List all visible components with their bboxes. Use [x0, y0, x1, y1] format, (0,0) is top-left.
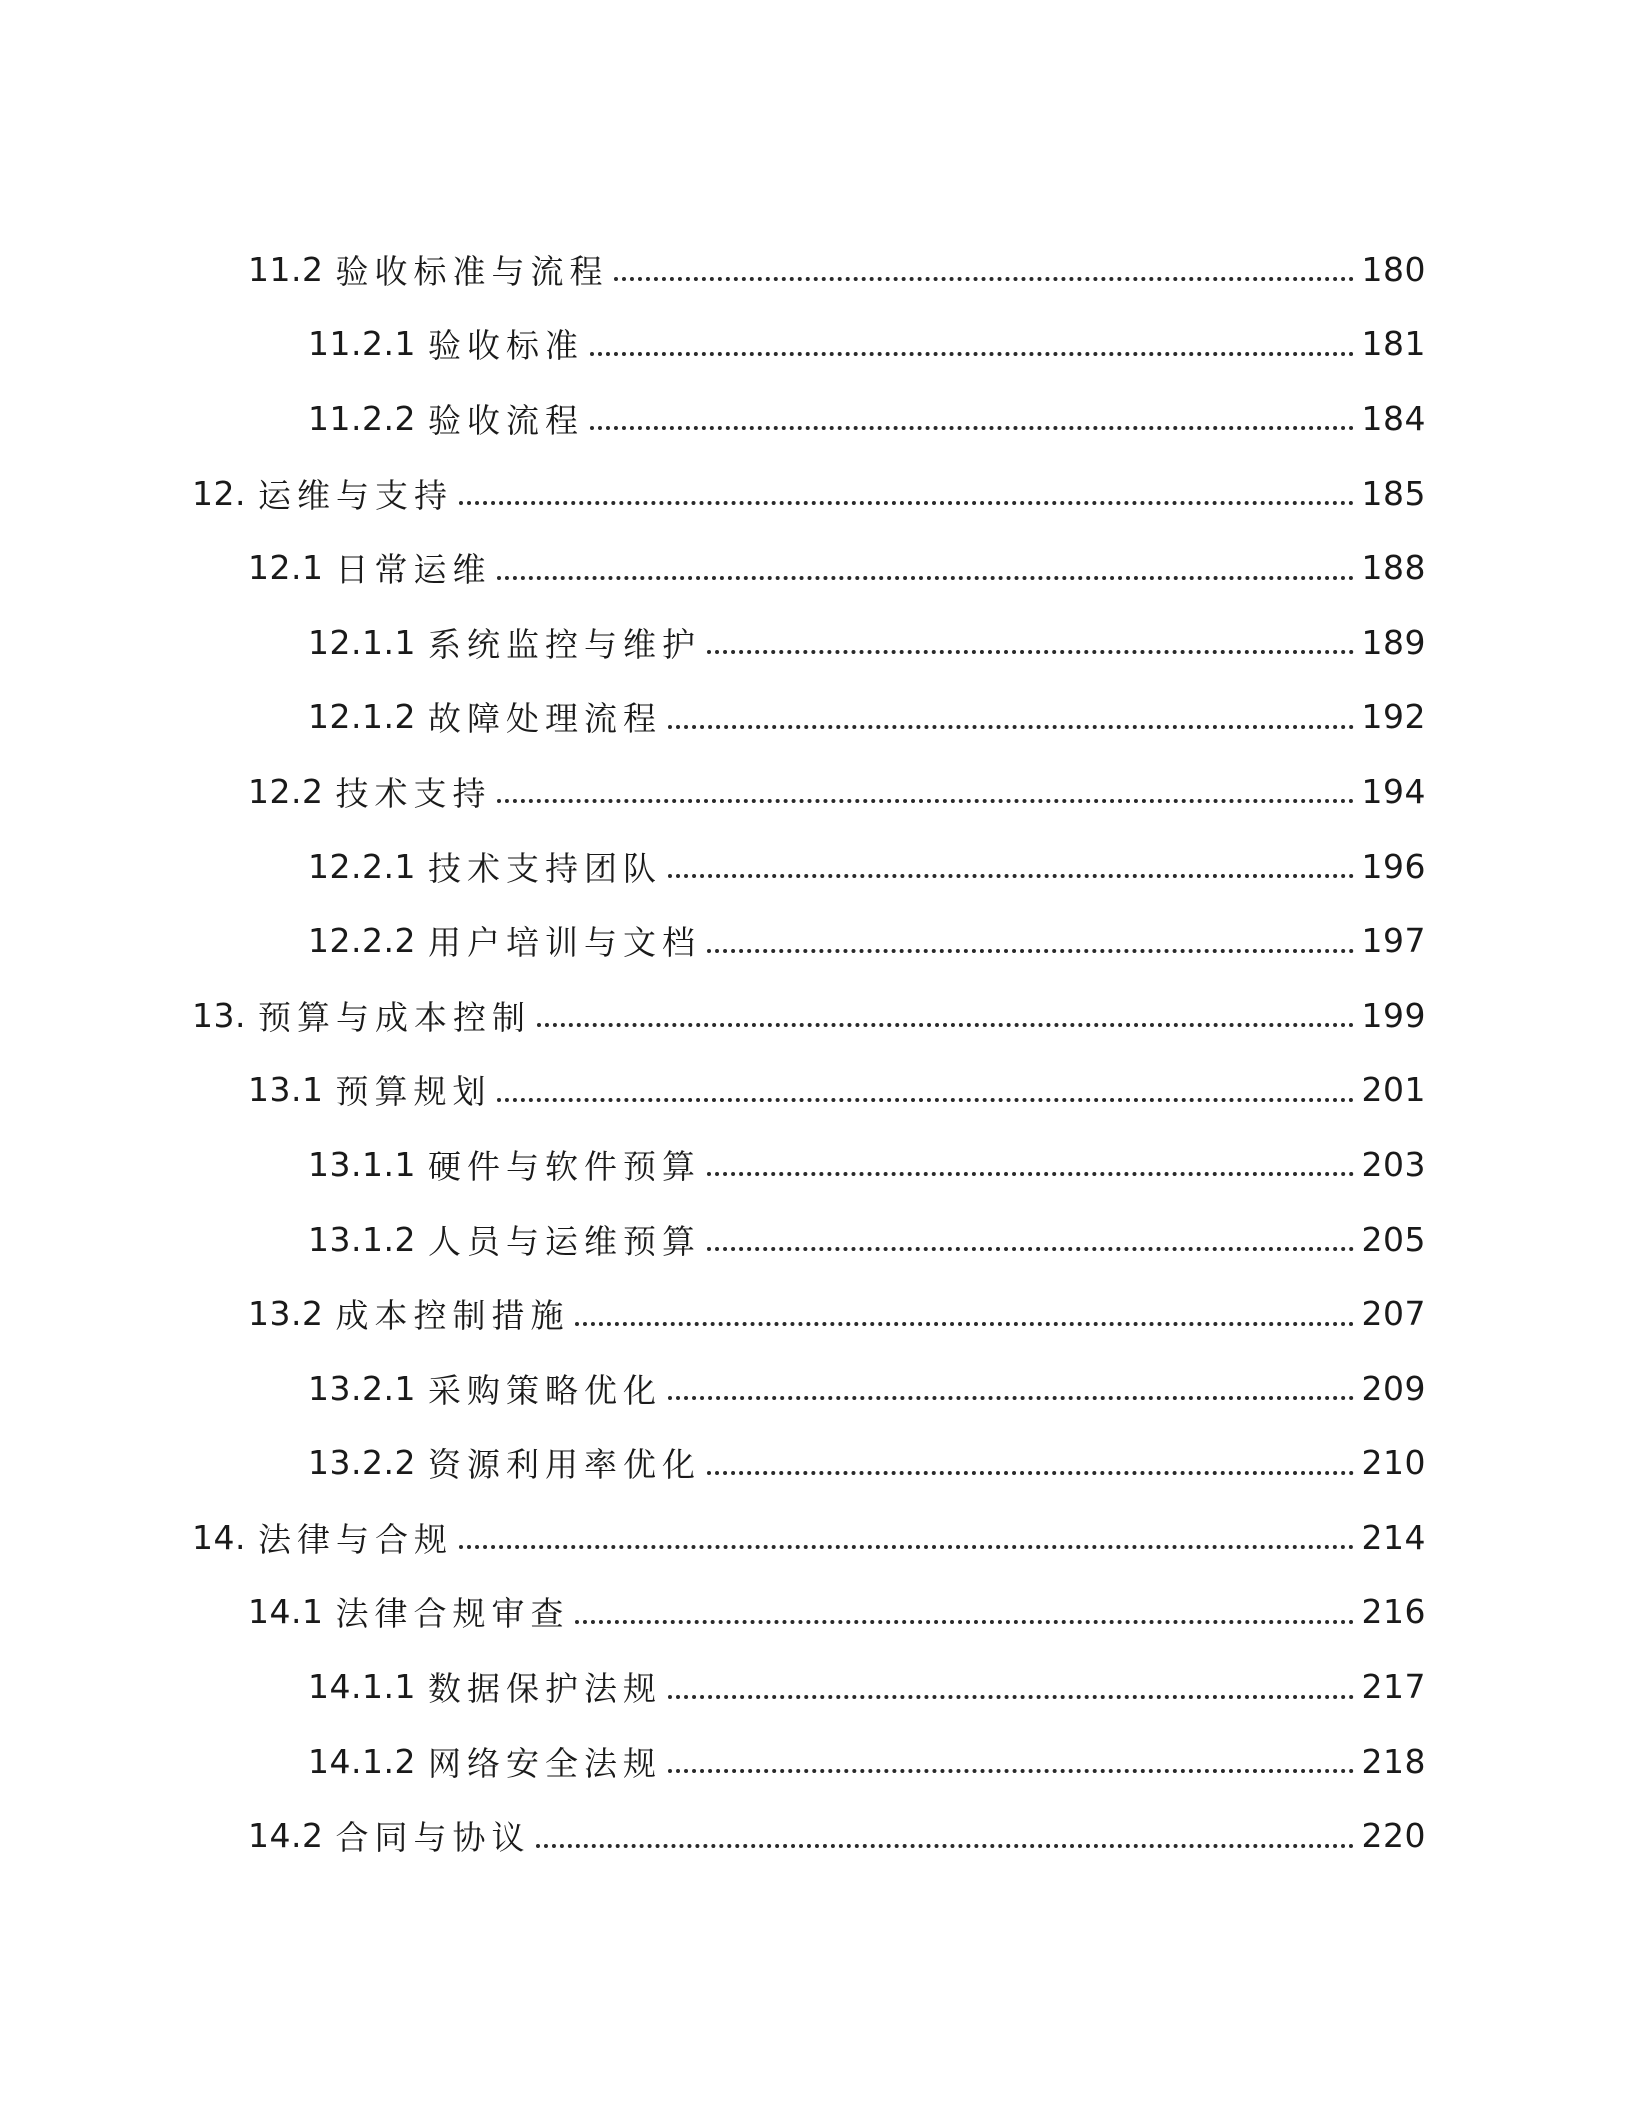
toc-entry-14-2[interactable] [0, 1798, 1632, 1873]
toc-dot-leader [668, 1396, 1354, 1400]
toc-entry-title: 数据保护法规 [427, 1669, 662, 1709]
toc-page-number: 181 [1361, 324, 1426, 364]
toc-entry-title: 验收标准 [427, 326, 584, 366]
toc-entry-number: 12.2 [248, 771, 324, 811]
toc-entry-title: 验收流程 [427, 400, 584, 440]
toc-page-number: 205 [1361, 1219, 1426, 1259]
toc-entry-12-1-2[interactable] [0, 680, 1632, 755]
toc-entry-title: 合同与协议 [335, 1818, 531, 1858]
toc-page-number: 188 [1361, 548, 1426, 588]
toc-page-number: 203 [1361, 1144, 1426, 1184]
toc-dot-leader [575, 1322, 1353, 1326]
toc-entry-number: 13.2 [248, 1294, 324, 1334]
toc-dot-leader [459, 1545, 1354, 1549]
toc-entry-number: 13.1.2 [308, 1219, 416, 1259]
toc-page-number: 185 [1361, 473, 1426, 513]
toc-entry-number: 12. [192, 473, 246, 513]
toc-entry-title: 预算规划 [335, 1072, 492, 1112]
toc-entry-14-1-1[interactable] [0, 1649, 1632, 1724]
toc-dot-leader [707, 650, 1354, 654]
toc-entry-11-2[interactable] [0, 232, 1632, 307]
toc-page-number: 199 [1361, 995, 1426, 1035]
toc-entry-12-2-1[interactable] [0, 829, 1632, 904]
toc-entry-13-1[interactable] [0, 1053, 1632, 1128]
toc-entry-number: 12.1.2 [308, 697, 416, 737]
toc-entry-title: 成本控制措施 [335, 1296, 570, 1336]
toc-entry-11-2-1[interactable] [0, 307, 1632, 382]
toc-entry-13-2-2[interactable] [0, 1426, 1632, 1501]
toc-entry-number: 13.2.2 [308, 1443, 416, 1483]
toc-entry-title: 资源利用率优化 [427, 1445, 701, 1485]
toc-entry-11-2-2[interactable] [0, 381, 1632, 456]
toc-entry-number: 14.1.2 [308, 1741, 416, 1781]
toc-entry-number: 11.2.2 [308, 398, 416, 438]
toc-entry-number: 11.2.1 [308, 324, 416, 364]
toc-entry-number: 13.1 [248, 1070, 324, 1110]
toc-entry-title: 人员与运维预算 [427, 1221, 701, 1261]
toc-page-number: 201 [1361, 1070, 1426, 1110]
toc-entry-title: 采购策略优化 [427, 1370, 662, 1410]
toc-dot-leader [668, 1769, 1354, 1773]
toc-entry-number: 14.2 [248, 1816, 324, 1856]
toc-entry-number: 13.2.1 [308, 1368, 416, 1408]
toc-entry-13-2-1[interactable] [0, 1351, 1632, 1426]
toc-entry-title: 法律与合规 [257, 1519, 453, 1559]
toc-dot-leader [575, 1620, 1353, 1624]
toc-entry-title: 法律合规审查 [335, 1594, 570, 1634]
toc-page-number: 220 [1361, 1816, 1426, 1856]
toc-entry-number: 12.2.1 [308, 846, 416, 886]
toc-entry-title: 故障处理流程 [427, 699, 662, 739]
toc-entry-title: 预算与成本控制 [257, 997, 531, 1037]
toc-entry-title: 验收标准与流程 [335, 251, 609, 291]
toc-entry-title: 用户培训与文档 [427, 923, 701, 963]
toc-page-number: 218 [1361, 1741, 1426, 1781]
toc-dot-leader [590, 352, 1354, 356]
toc-entry-number: 12.1.1 [308, 622, 416, 662]
toc-page-number: 184 [1361, 398, 1426, 438]
toc-entry-13-1-1[interactable] [0, 1127, 1632, 1202]
toc-dot-leader [668, 874, 1354, 878]
toc-entry-14-1-2[interactable] [0, 1724, 1632, 1799]
toc-page-number: 216 [1361, 1592, 1426, 1632]
toc-entry-title: 技术支持 [335, 773, 492, 813]
toc-entry-title: 运维与支持 [257, 475, 453, 515]
toc-dot-leader [537, 1023, 1354, 1027]
toc-page-number: 209 [1361, 1368, 1426, 1408]
toc-dot-leader [668, 1695, 1354, 1699]
toc-entry-12-1[interactable] [0, 530, 1632, 605]
toc-dot-leader [536, 1844, 1353, 1848]
toc-entry-13-1-2[interactable] [0, 1202, 1632, 1277]
toc-entry-title: 硬件与软件预算 [427, 1146, 701, 1186]
toc-entry-number: 13.1.1 [308, 1144, 416, 1184]
table-of-contents [0, 232, 1632, 1873]
toc-entry-number: 14.1.1 [308, 1667, 416, 1707]
toc-dot-leader [707, 949, 1354, 953]
toc-page-number: 207 [1361, 1294, 1426, 1334]
toc-entry-number: 12.2.2 [308, 921, 416, 961]
toc-entry-12[interactable] [0, 456, 1632, 531]
toc-dot-leader [590, 426, 1354, 430]
toc-entry-title: 网络安全法规 [427, 1743, 662, 1783]
toc-entry-number: 14. [192, 1517, 246, 1557]
toc-page-number: 217 [1361, 1667, 1426, 1707]
toc-page-number: 196 [1361, 846, 1426, 886]
toc-dot-leader [459, 501, 1354, 505]
toc-dot-leader [497, 799, 1353, 803]
toc-page-number: 197 [1361, 921, 1426, 961]
toc-entry-14[interactable] [0, 1500, 1632, 1575]
toc-entry-title: 技术支持团队 [427, 848, 662, 888]
toc-entry-title: 日常运维 [335, 550, 492, 590]
toc-entry-13-2[interactable] [0, 1276, 1632, 1351]
toc-page-number: 180 [1361, 249, 1426, 289]
toc-page-number: 214 [1361, 1517, 1426, 1557]
toc-dot-leader [707, 1247, 1354, 1251]
toc-entry-12-2[interactable] [0, 754, 1632, 829]
toc-dot-leader [707, 1471, 1354, 1475]
toc-page-number: 210 [1361, 1443, 1426, 1483]
toc-dot-leader [497, 576, 1353, 580]
toc-entry-13[interactable] [0, 978, 1632, 1053]
toc-dot-leader [614, 277, 1353, 281]
toc-entry-12-1-1[interactable] [0, 605, 1632, 680]
toc-page-number: 194 [1361, 771, 1426, 811]
toc-entry-14-1[interactable] [0, 1575, 1632, 1650]
toc-entry-number: 11.2 [248, 249, 324, 289]
toc-entry-12-2-2[interactable] [0, 903, 1632, 978]
toc-page-number: 192 [1361, 697, 1426, 737]
toc-entry-number: 12.1 [248, 548, 324, 588]
toc-dot-leader [707, 1172, 1354, 1176]
toc-entry-title: 系统监控与维护 [427, 624, 701, 664]
toc-entry-number: 13. [192, 995, 246, 1035]
toc-entry-number: 14.1 [248, 1592, 324, 1632]
toc-page-number: 189 [1361, 622, 1426, 662]
toc-dot-leader [497, 1098, 1353, 1102]
toc-dot-leader [668, 725, 1354, 729]
